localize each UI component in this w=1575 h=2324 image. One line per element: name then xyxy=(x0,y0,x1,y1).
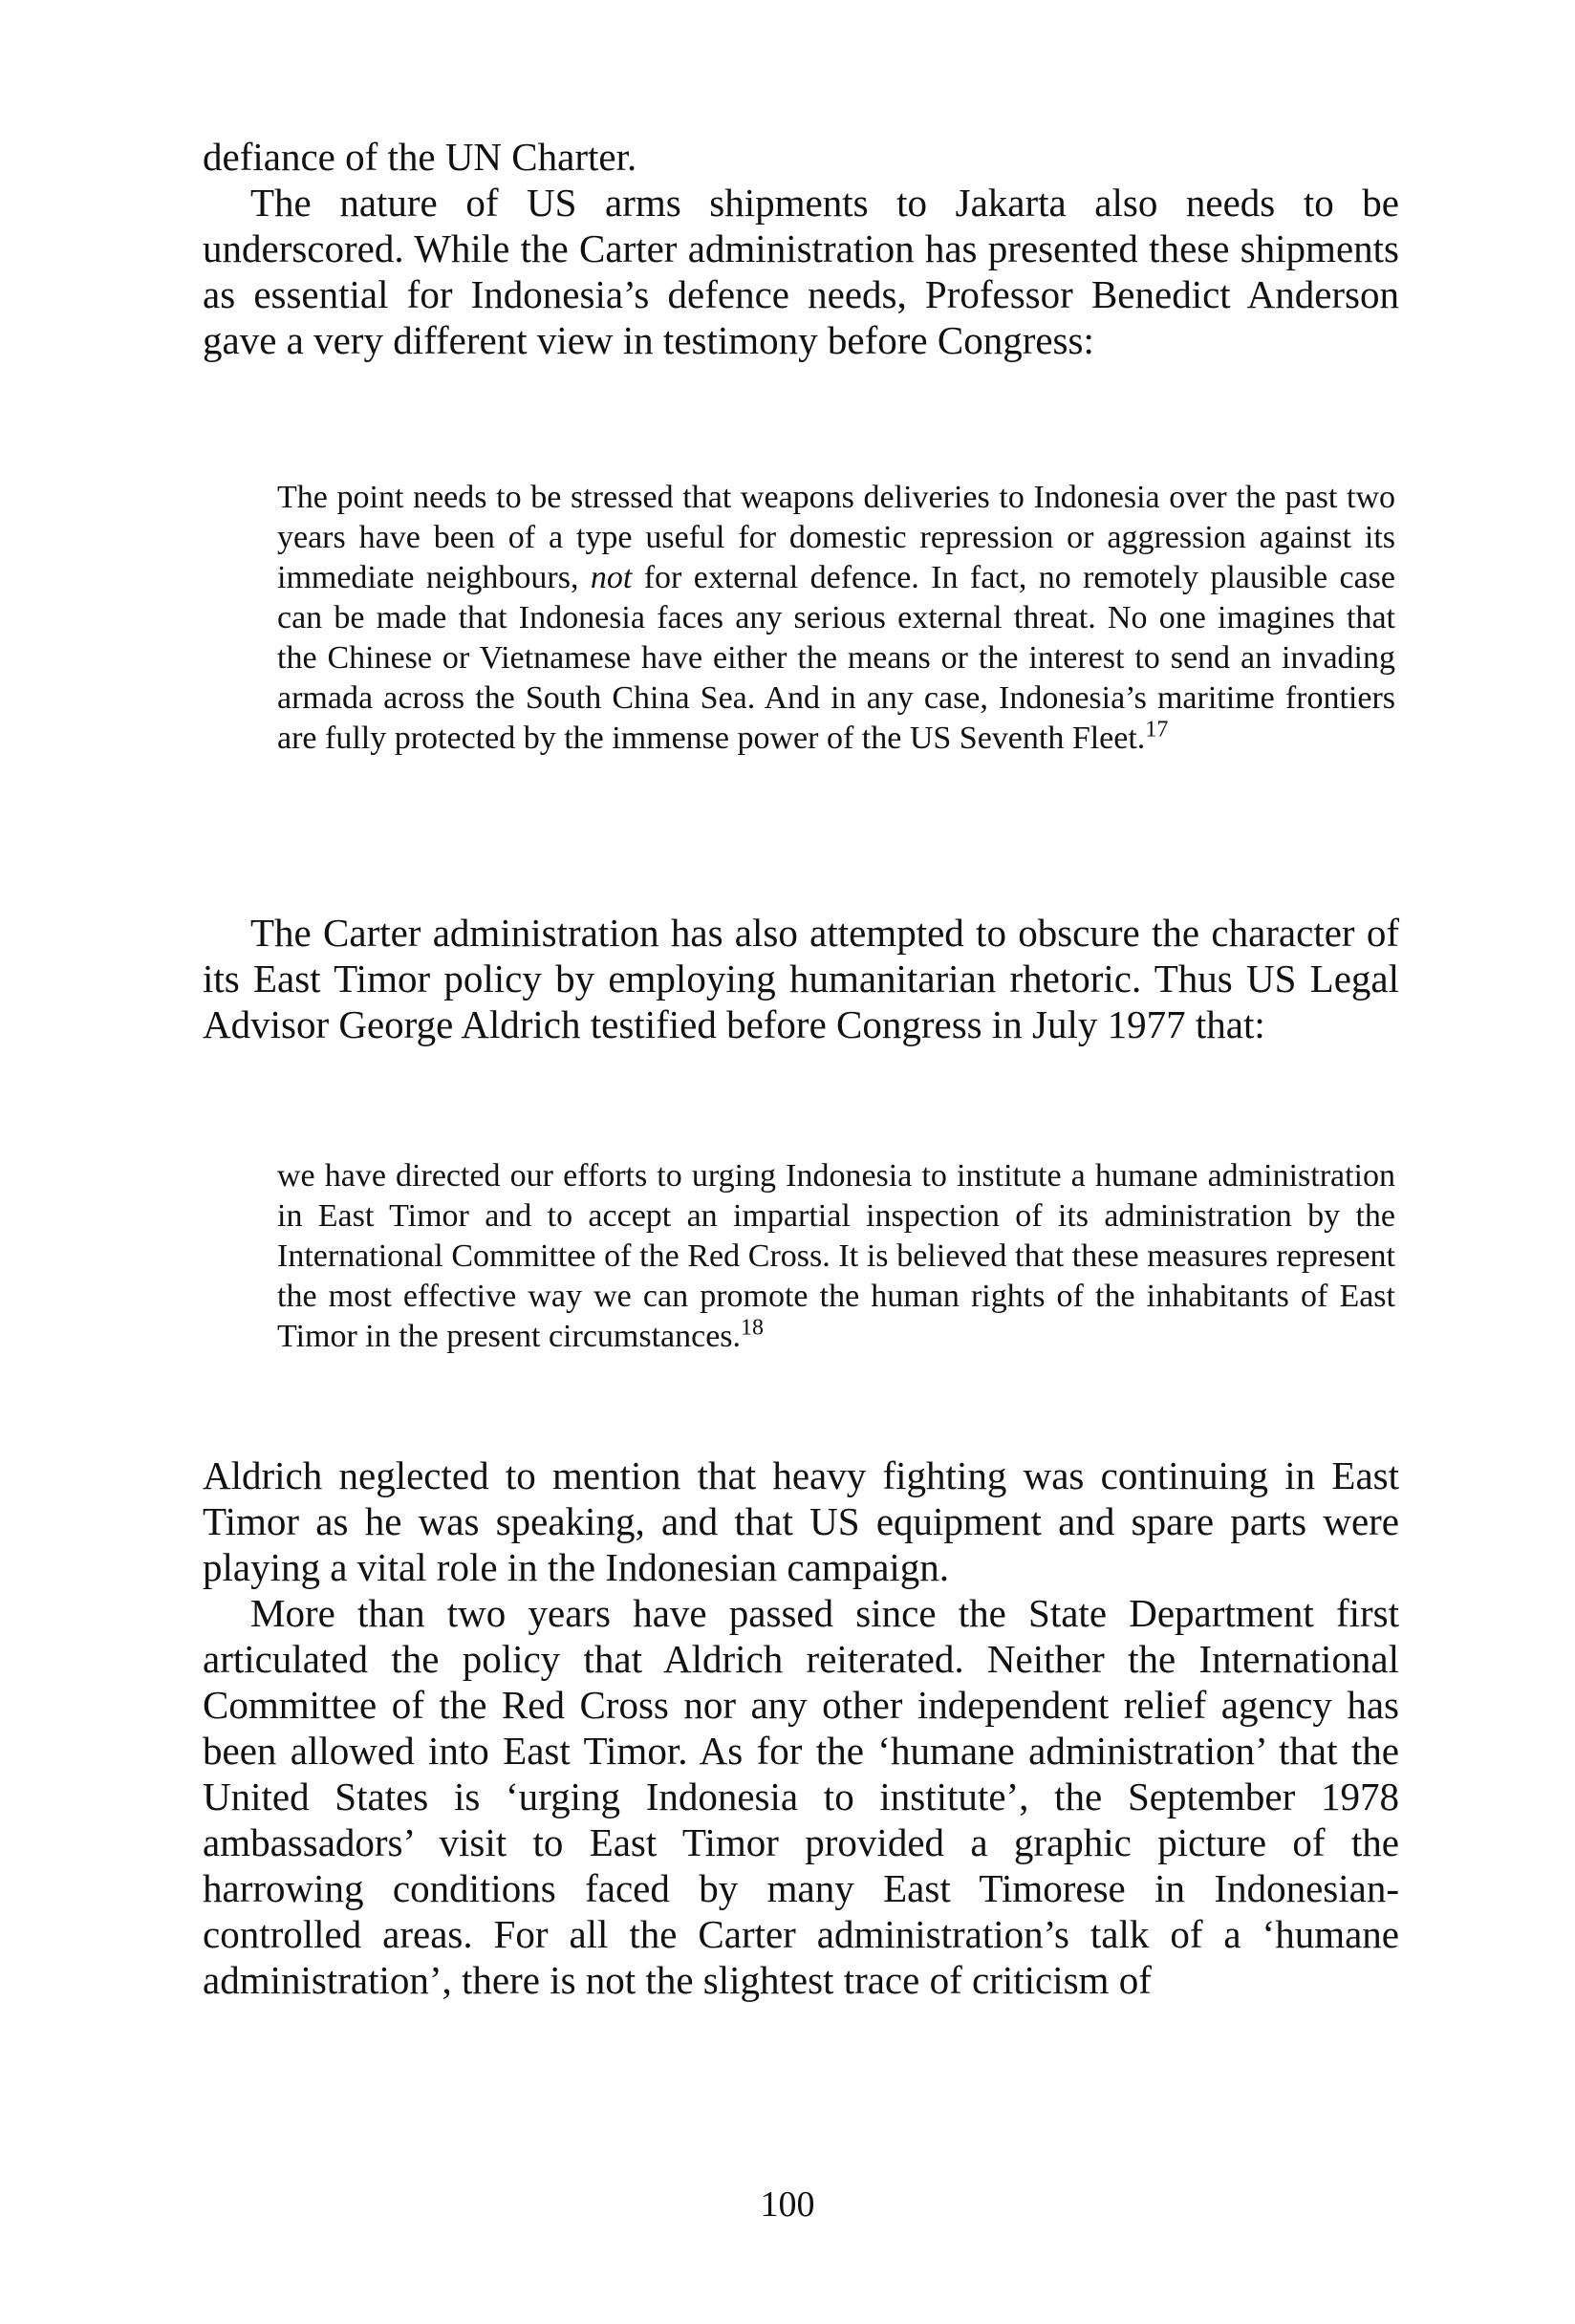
footnote-ref-18: 18 xyxy=(741,1315,765,1341)
quote-anderson-part-b: for external defence. In fact, no remotely plausible case can be made that Indonesia faces any serious external threat. No one imagines that the Chinese or Vietnamese have either the means or the interest to send an invading armada across the South China Sea. And in any case, Indonesia’s maritime frontiers are fully protected by the immense power of the US Seventh Fleet. xyxy=(277,560,1395,756)
paragraph-humanitarian-rhetoric: The Carter administration has also attempted to obscure the character of its East Timor policy by employing humanitarian rhetoric. Thus US Legal Advisor George Aldrich testified before Congress in July 1977 that: xyxy=(203,911,1399,1046)
paragraph-arms-shipments: The nature of US arms shipments to Jakarta also needs to be underscored. While the Carter administration has presented these shipments as essential for Indonesia’s defence needs, Professor Benedict Anderson gave a very different view in testimony before Congress: xyxy=(203,181,1399,362)
text-block-bottom xyxy=(203,1452,1399,2003)
footnote-ref-17: 17 xyxy=(1145,717,1169,742)
quote-anderson-part-a: The point needs to be stressed that weapons deliveries to Indonesia over the past two years have been of a type useful for domestic repression or aggression against its immediate neighbours, xyxy=(277,480,1395,595)
block-quote-anderson xyxy=(277,478,1395,759)
paragraph-continuation: defiance of the UN Charter. xyxy=(203,135,637,179)
quote-anderson-emphasis: not xyxy=(590,560,633,595)
quote-aldrich-body: we have directed our efforts to urging Indonesia to institute a humane administration in East Timor and to accept an impartial inspection of its administration by the International Committee of the Red Cross. It is believed that these measures represent the most effective way we can promote the human rights of the inhabitants of East Timor in the present circumstances. xyxy=(277,1158,1395,1354)
text-block-top xyxy=(203,134,1399,363)
page-number: 100 xyxy=(760,2184,815,2225)
block-quote-aldrich xyxy=(277,1156,1395,1357)
paragraph-aldrich-neglected: Aldrich neglected to mention that heavy fighting was continuing in East Timor as he was speaking, and that US equipment and spare parts were playing a vital role in the Indonesian campaign. xyxy=(203,1453,1399,1589)
paragraph-two-years: More than two years have passed since the State Department first articulated the policy that Aldrich reiterated. Neither the International Committee of the Red Cross nor any other independent relief agency has been allowed into East Timor. As for the ‘humane administration’ that the United States is ‘urging Indonesia to institute’, the September 1978 ambassadors’ visit to East Timor provided a graphic picture of the harrowing conditions faced by many East Timorese in Indonesian-controlled areas. For all the Carter administration’s talk of a ‘humane administration’, there is not the slightest trace of criticism of xyxy=(203,1591,1399,2002)
text-block-middle xyxy=(203,910,1399,1047)
quote-aldrich-text xyxy=(277,1156,1395,1357)
quote-anderson-text xyxy=(277,478,1395,759)
